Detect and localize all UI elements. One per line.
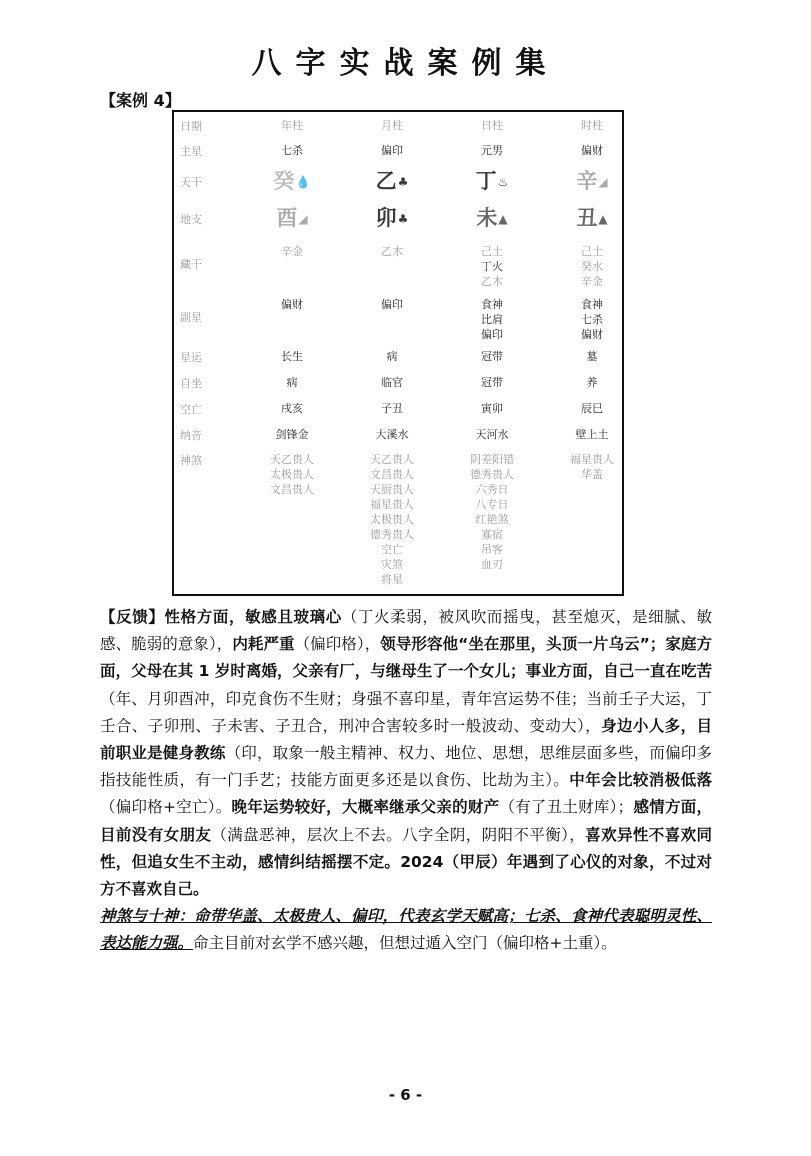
earth-icon: ▲	[498, 212, 508, 226]
fuxing-item: 偏印	[481, 328, 503, 341]
xingyun-cell: 冠带	[481, 350, 503, 363]
xingyun-cell: 长生	[281, 350, 303, 363]
nayin-cell: 天河水	[475, 428, 509, 441]
canggan-item: 己土	[481, 245, 503, 258]
shensha-item: 天乙贵人	[270, 453, 314, 466]
shensha-item: 华盖	[581, 468, 603, 481]
feedback-note: （满盘恶神，层次上不去。八字全阴，阴阳不平衡），	[211, 825, 586, 844]
kongwang-cell: 寅卯	[481, 402, 503, 415]
tiangan-char: 丁	[475, 169, 497, 193]
water-icon: 💧	[295, 175, 311, 189]
shensha-item: 德秀贵人	[370, 528, 414, 541]
dizhi-char: 未	[476, 206, 498, 230]
canggan-cell	[344, 244, 440, 259]
dizhi-char: 酉	[276, 206, 298, 230]
feedback-text	[100, 604, 712, 958]
shensha-item: 阴差阳错	[470, 453, 514, 466]
row-label-kongwang: 空亡	[180, 403, 202, 416]
dizhi-cell	[544, 205, 640, 232]
tiangan-cell	[244, 168, 340, 195]
fuxing-item: 偏财	[281, 298, 303, 311]
shensha-item: 红艳煞	[475, 513, 509, 526]
canggan-cell	[544, 244, 640, 289]
zizuo-cell: 临官	[381, 376, 403, 389]
column-header: 月柱	[381, 119, 403, 132]
page-number: - 6 -	[388, 1086, 423, 1104]
zizuo-cell: 养	[586, 376, 598, 389]
row-label-canggan: 藏干	[180, 258, 202, 271]
column-header: 时柱	[581, 119, 603, 132]
nayin-cell: 剑锋金	[275, 428, 309, 441]
metal-icon: ◢	[298, 212, 308, 226]
column-header: 日柱	[481, 119, 503, 132]
fuxing-cell	[444, 297, 540, 342]
shensha-item: 八专日	[475, 498, 509, 511]
tiangan-char: 乙	[375, 169, 397, 193]
shensha-cell	[544, 452, 640, 482]
row-label-dizhi: 地支	[180, 213, 202, 226]
canggan-item: 己土	[581, 245, 603, 258]
earth-icon: ▲	[598, 212, 608, 226]
main-star-cell: 元男	[481, 144, 503, 157]
row-label-tiangan: 天干	[180, 176, 202, 189]
fuxing-item: 食神	[581, 298, 603, 311]
main-star-cell: 偏财	[581, 144, 603, 157]
feedback-bold: 身边小人多，目前职业是健身教练	[100, 716, 712, 763]
feedback-bold: 中年会比较消极低落	[569, 771, 712, 790]
xingyun-cell: 墓	[586, 350, 598, 363]
row-label-fuxing: 副星	[180, 311, 202, 324]
feedback-note: （丁火柔弱，被风吹而摇曳，甚至熄灭，是细腻、敏感、脆弱的意象），	[100, 608, 712, 654]
dizhi-cell	[244, 205, 340, 232]
tiangan-cell	[544, 168, 640, 195]
shensha-item: 德秀贵人	[470, 468, 514, 481]
shensha-item: 太极贵人	[270, 468, 314, 481]
shensha-item: 血刃	[481, 558, 503, 571]
feedback-bold: 喜欢异性不喜欢同性，但追女生不主动，感情纠结摇摆不定。2024（甲辰）年遇到了心仪的对象，不过对方不喜欢自己。	[100, 825, 712, 899]
shensha-item: 文昌贵人	[270, 483, 314, 496]
fuxing-item: 偏印	[381, 298, 403, 311]
dizhi-char: 卯	[375, 206, 397, 230]
page-title: 八字实战案例集	[251, 46, 560, 81]
fire-icon: ♨	[497, 175, 509, 189]
shensha-cell	[444, 452, 540, 572]
xingyun-cell: 病	[386, 350, 398, 363]
canggan-item: 辛金	[281, 245, 303, 258]
shensha-item: 将星	[381, 573, 403, 586]
shensha-summary: 神煞与十神：命带华盖、太极贵人、偏印，代表玄学天赋高；七杀、食神代表聪明灵性、表达能力强。	[100, 907, 712, 953]
row-label-zizuo: 自坐	[180, 377, 202, 390]
dizhi-cell	[444, 205, 540, 232]
main-star-cell: 偏印	[381, 144, 403, 157]
canggan-cell	[444, 244, 540, 289]
canggan-item: 辛金	[581, 275, 603, 288]
row-label-main-star: 主星	[180, 145, 202, 158]
row-label-shensha: 神煞	[180, 454, 202, 467]
column-header: 年柱	[281, 119, 303, 132]
shensha-item: 天厨贵人	[370, 483, 414, 496]
tiangan-char: 辛	[576, 169, 598, 193]
feedback-note: （偏印格+空亡）。	[100, 798, 232, 817]
zizuo-cell: 冠带	[481, 376, 503, 389]
shensha-item: 太极贵人	[370, 513, 414, 526]
tiangan-cell	[444, 168, 540, 195]
main-star-cell: 七杀	[281, 144, 303, 157]
shensha-item: 天乙贵人	[370, 453, 414, 466]
canggan-item: 乙木	[381, 245, 403, 258]
tiangan-cell	[344, 168, 440, 195]
row-label-nayin: 纳音	[180, 429, 202, 442]
kongwang-cell: 辰巳	[581, 402, 603, 415]
fuxing-cell	[244, 297, 340, 312]
feedback-bold: 感情方面，目前没有女朋友	[100, 798, 712, 844]
case-label: 【案例 4】	[100, 91, 181, 110]
canggan-item: 丁火	[481, 260, 503, 273]
feedback-bold: 内耗严重	[232, 635, 295, 654]
shensha-item: 空亡	[381, 543, 403, 556]
feedback-paragraph-2	[100, 907, 712, 952]
row-label-xingyun: 星运	[180, 351, 202, 364]
fuxing-item: 偏财	[581, 328, 603, 341]
fuxing-item: 食神	[481, 298, 503, 311]
fuxing-cell	[344, 297, 440, 312]
dizhi-char: 丑	[576, 206, 598, 230]
shensha-cell	[344, 452, 440, 587]
feedback-bold: 性格方面，敏感且玻璃心	[164, 608, 342, 626]
feedback-note: 命主目前对玄学不感兴趣，但想过遁入空门（偏印格+土重）。	[193, 934, 617, 953]
shensha-item: 吊客	[481, 543, 503, 556]
dizhi-cell	[344, 205, 440, 232]
tiangan-char: 癸	[273, 169, 295, 193]
metal-icon: ◢	[598, 175, 608, 189]
feedback-note: （年、月卯酉冲，印克食伤不生财；身强不喜印星，青年宫运势不佳；当前壬子大运，丁壬合、子卯刑、子未害、子丑合，刑冲合害较多时一般波动、变动大），	[100, 689, 712, 735]
bazi-chart	[172, 110, 624, 596]
kongwang-cell: 子丑	[381, 402, 403, 415]
feedback-bold: 领导形容他“坐在那里，头顶一片乌云”；家庭方面，父母在其 1 岁时离婚，父亲有厂，与继母生了一个女儿；事业方面，自己一直在吃苦	[100, 635, 712, 681]
feedback-note: （偏印格），	[294, 635, 381, 654]
nayin-cell: 壁上土	[575, 428, 609, 441]
wood-icon: ♣	[397, 212, 409, 226]
shensha-cell	[244, 452, 340, 497]
canggan-item: 乙木	[481, 275, 503, 288]
shensha-item: 福星贵人	[570, 453, 614, 466]
feedback-note: （印，取象一般主精神、权力、地位、思想，思维层面多些，而偏印多指技能性质，有一门手艺；技能方面更多还是以食伤、比劫为主）。	[100, 744, 712, 790]
shensha-item: 寡宿	[481, 528, 503, 541]
feedback-paragraph-1	[100, 608, 712, 898]
shensha-item: 灾煞	[381, 558, 403, 571]
canggan-item: 癸水	[581, 260, 603, 273]
shensha-item: 文昌贵人	[370, 468, 414, 481]
fuxing-item: 比肩	[481, 313, 503, 326]
feedback-note: （有了丑土财库）；	[499, 798, 634, 817]
shensha-item: 六秀日	[475, 483, 509, 496]
feedback-lead: 【反馈】	[100, 608, 165, 626]
kongwang-cell: 戌亥	[281, 402, 303, 415]
nayin-cell: 大溪水	[375, 428, 409, 441]
zizuo-cell: 病	[286, 376, 298, 389]
row-label-date: 日期	[180, 120, 202, 133]
canggan-cell	[244, 244, 340, 259]
fuxing-cell	[544, 297, 640, 342]
wood-icon: ♣	[397, 175, 409, 189]
shensha-item: 福星贵人	[370, 498, 414, 511]
fuxing-item: 七杀	[581, 313, 603, 326]
feedback-bold: 晚年运势较好，大概率继承父亲的财产	[231, 798, 500, 817]
